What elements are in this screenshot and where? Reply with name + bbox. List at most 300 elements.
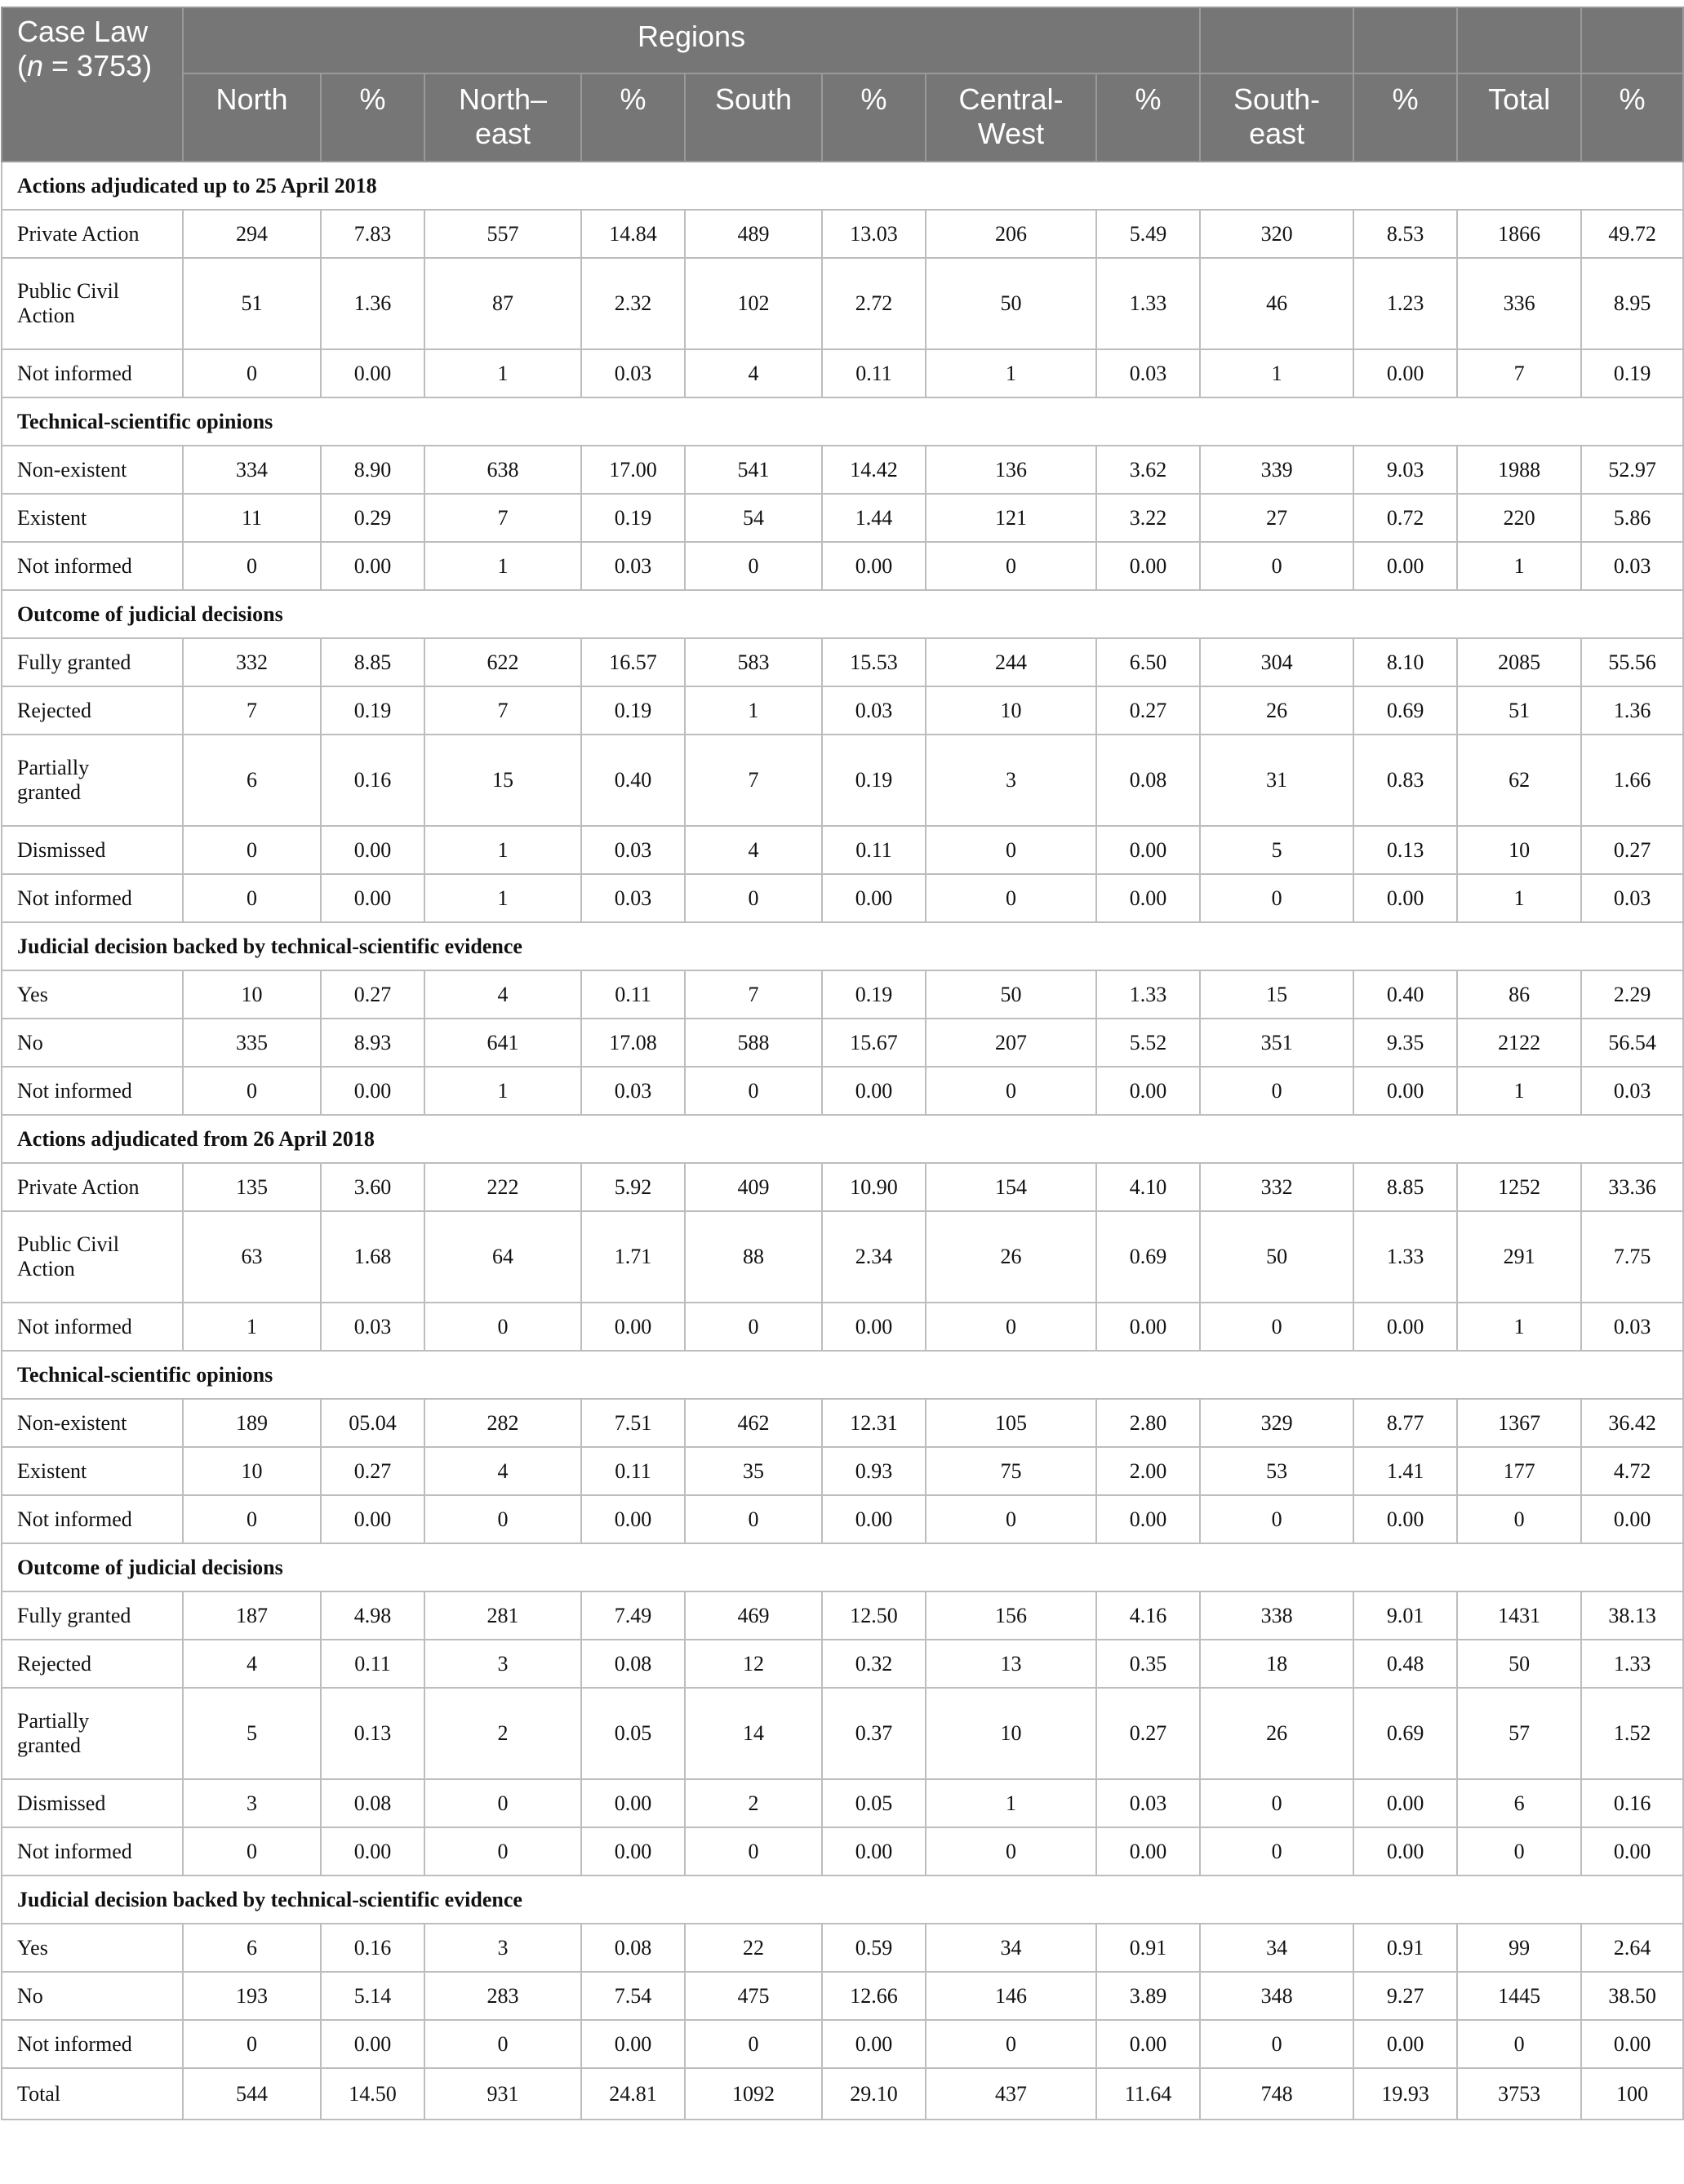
- column-header: %: [822, 73, 926, 162]
- table-row: [2, 1399, 1683, 1447]
- table-row: [2, 1303, 1683, 1351]
- table-cell: 332: [183, 638, 321, 686]
- table-cell: 29.10: [822, 2068, 926, 2120]
- section-header-row: [2, 1543, 1683, 1591]
- table-cell: 0: [1200, 1827, 1353, 1875]
- table-cell: 544: [183, 2068, 321, 2120]
- section-header-row: [2, 397, 1683, 446]
- table-cell: 1.33: [1096, 258, 1200, 349]
- row-label: Existent: [2, 494, 183, 542]
- section-title: Judicial decision backed by technical-scientific evidence: [2, 1875, 1683, 1924]
- table-cell: 38.13: [1581, 1591, 1683, 1640]
- table-cell: 0.08: [581, 1924, 685, 1972]
- table-cell: 0.00: [321, 874, 424, 922]
- table-cell: 7: [424, 494, 581, 542]
- table-cell: 748: [1200, 2068, 1353, 2120]
- table-cell: 0.27: [321, 970, 424, 1019]
- table-cell: 0.72: [1353, 494, 1457, 542]
- table-cell: 7: [685, 970, 822, 1019]
- table-cell: 0: [424, 1303, 581, 1351]
- table-cell: 207: [926, 1019, 1096, 1067]
- table-cell: 51: [1457, 686, 1581, 735]
- row-label: Rejected: [2, 1640, 183, 1688]
- row-label: Partially granted: [2, 735, 183, 826]
- table-cell: 931: [424, 2068, 581, 2120]
- section-title: Technical-scientific opinions: [2, 1351, 1683, 1399]
- table-cell: 339: [1200, 446, 1353, 494]
- table-cell: 8.90: [321, 446, 424, 494]
- table-cell: 36.42: [1581, 1399, 1683, 1447]
- table-cell: 0: [685, 1067, 822, 1115]
- table-cell: 0.13: [321, 1688, 424, 1779]
- table-cell: 244: [926, 638, 1096, 686]
- table-cell: 6: [1457, 1779, 1581, 1827]
- table-cell: 10: [1457, 826, 1581, 874]
- column-header: South- east: [1200, 73, 1353, 162]
- table-cell: 0.48: [1353, 1640, 1457, 1688]
- table-cell: 0.00: [1096, 1303, 1200, 1351]
- table-cell: 4.72: [1581, 1447, 1683, 1495]
- table-cell: 0.08: [581, 1640, 685, 1688]
- table-cell: 0.59: [822, 1924, 926, 1972]
- table-cell: 15.53: [822, 638, 926, 686]
- table-cell: 1.33: [1353, 1211, 1457, 1303]
- table-cell: 0.00: [321, 1827, 424, 1875]
- table-cell: 0.03: [1581, 542, 1683, 590]
- table-cell: 35: [685, 1447, 822, 1495]
- table-cell: 335: [183, 1019, 321, 1067]
- table-row: [2, 970, 1683, 1019]
- corner-title: Case Law: [17, 15, 149, 48]
- table-cell: 0.03: [581, 874, 685, 922]
- table-cell: 9.27: [1353, 1972, 1457, 2020]
- table-cell: 12.31: [822, 1399, 926, 1447]
- table-cell: 0: [926, 826, 1096, 874]
- table-cell: 9.01: [1353, 1591, 1457, 1640]
- row-label: Rejected: [2, 686, 183, 735]
- table-cell: 0.27: [1581, 826, 1683, 874]
- table-cell: 177: [1457, 1447, 1581, 1495]
- table-cell: 1431: [1457, 1591, 1581, 1640]
- table-cell: 320: [1200, 210, 1353, 258]
- table-cell: 3753: [1457, 2068, 1581, 2120]
- table-cell: 0.00: [822, 1067, 926, 1115]
- table-cell: 1: [424, 874, 581, 922]
- table-cell: 10: [926, 1688, 1096, 1779]
- table-cell: 9.35: [1353, 1019, 1457, 1067]
- table-row: [2, 1591, 1683, 1640]
- table-cell: 0.16: [321, 735, 424, 826]
- table-cell: 1: [1457, 542, 1581, 590]
- table-cell: 54: [685, 494, 822, 542]
- table-cell: 0.08: [1096, 735, 1200, 826]
- table-cell: 0: [183, 349, 321, 397]
- table-cell: 0: [685, 874, 822, 922]
- table-cell: 0: [1200, 1067, 1353, 1115]
- table-cell: 26: [1200, 686, 1353, 735]
- table-cell: 0.16: [321, 1924, 424, 1972]
- table-cell: 6: [183, 1924, 321, 1972]
- section-header-row: [2, 1115, 1683, 1163]
- table-cell: 0.00: [1353, 1067, 1457, 1115]
- section-title: Actions adjudicated up to 25 April 2018: [2, 162, 1683, 210]
- table-row: [2, 210, 1683, 258]
- table-cell: 0.00: [581, 1779, 685, 1827]
- row-label: Private Action: [2, 210, 183, 258]
- row-label: No: [2, 1019, 183, 1067]
- table-row: [2, 1827, 1683, 1875]
- table-cell: 0.08: [321, 1779, 424, 1827]
- table-cell: 3: [424, 1924, 581, 1972]
- table-cell: 15: [1200, 970, 1353, 1019]
- table-cell: 11.64: [1096, 2068, 1200, 2120]
- table-cell: 0: [1200, 874, 1353, 922]
- table-cell: 26: [926, 1211, 1096, 1303]
- table-cell: 0: [1200, 1303, 1353, 1351]
- table-cell: 7.51: [581, 1399, 685, 1447]
- table-cell: 0: [1200, 1495, 1353, 1543]
- table-cell: 12: [685, 1640, 822, 1688]
- table-cell: 489: [685, 210, 822, 258]
- section-title: Outcome of judicial decisions: [2, 590, 1683, 638]
- table-cell: 19.93: [1353, 2068, 1457, 2120]
- table-cell: 0: [1200, 2020, 1353, 2068]
- column-header: North– east: [424, 73, 581, 162]
- row-label: Not informed: [2, 1303, 183, 1351]
- table-cell: 557: [424, 210, 581, 258]
- table-cell: 0.29: [321, 494, 424, 542]
- table-cell: 2122: [1457, 1019, 1581, 1067]
- table-cell: 31: [1200, 735, 1353, 826]
- row-label: Total: [2, 2068, 183, 2120]
- column-header: North: [183, 73, 321, 162]
- table-cell: 638: [424, 446, 581, 494]
- table-row: [2, 826, 1683, 874]
- table-cell: 50: [926, 970, 1096, 1019]
- table-cell: 622: [424, 638, 581, 686]
- table-cell: 8.93: [321, 1019, 424, 1067]
- corner-n-variable: n: [27, 49, 44, 82]
- table-cell: 3.89: [1096, 1972, 1200, 2020]
- row-label: Fully granted: [2, 1591, 183, 1640]
- table-cell: 220: [1457, 494, 1581, 542]
- table-cell: 63: [183, 1211, 321, 1303]
- table-cell: 56.54: [1581, 1019, 1683, 1067]
- table-cell: 0.19: [581, 686, 685, 735]
- table-cell: 2.72: [822, 258, 926, 349]
- table-cell: 0: [685, 1303, 822, 1351]
- table-cell: 1: [1200, 349, 1353, 397]
- table-cell: 50: [926, 258, 1096, 349]
- table-cell: 1.36: [321, 258, 424, 349]
- row-label: Public Civil Action: [2, 1211, 183, 1303]
- table-cell: 189: [183, 1399, 321, 1447]
- table-cell: 0.27: [1096, 1688, 1200, 1779]
- table-cell: 34: [1200, 1924, 1353, 1972]
- section-title: Actions adjudicated from 26 April 2018: [2, 1115, 1683, 1163]
- table-cell: 12.66: [822, 1972, 926, 2020]
- table-cell: 0.69: [1353, 686, 1457, 735]
- table-cell: 0.03: [321, 1303, 424, 1351]
- row-label: Not informed: [2, 874, 183, 922]
- table-row: [2, 735, 1683, 826]
- table-cell: 1.44: [822, 494, 926, 542]
- table-row: [2, 1495, 1683, 1543]
- table-cell: 0.03: [1581, 1067, 1683, 1115]
- table-cell: 7: [1457, 349, 1581, 397]
- column-header: %: [1353, 73, 1457, 162]
- row-label: Not informed: [2, 1827, 183, 1875]
- table-cell: 0.05: [581, 1688, 685, 1779]
- column-header: %: [321, 73, 424, 162]
- column-header: Total: [1457, 73, 1581, 162]
- table-cell: 348: [1200, 1972, 1353, 2020]
- table-cell: 12.50: [822, 1591, 926, 1640]
- table-cell: 0.00: [1096, 542, 1200, 590]
- table-cell: 1.71: [581, 1211, 685, 1303]
- table-cell: 17.00: [581, 446, 685, 494]
- header-spacer: [1200, 7, 1353, 73]
- table-cell: 0.00: [581, 2020, 685, 2068]
- row-label: Non-existent: [2, 446, 183, 494]
- header-spacer: [1457, 7, 1581, 73]
- table-cell: 1.41: [1353, 1447, 1457, 1495]
- table-cell: 0.27: [321, 1447, 424, 1495]
- table-row: [2, 1019, 1683, 1067]
- table-cell: 0.83: [1353, 735, 1457, 826]
- table-cell: 336: [1457, 258, 1581, 349]
- table-cell: 50: [1200, 1211, 1353, 1303]
- table-cell: 0: [183, 1827, 321, 1875]
- table-cell: 33.36: [1581, 1163, 1683, 1211]
- table-cell: 51: [183, 258, 321, 349]
- table-cell: 38.50: [1581, 1972, 1683, 2020]
- table-cell: 437: [926, 2068, 1096, 2120]
- table-cell: 8.85: [321, 638, 424, 686]
- table-cell: 1.36: [1581, 686, 1683, 735]
- row-label: Partially granted: [2, 1688, 183, 1779]
- table-cell: 10: [183, 1447, 321, 1495]
- table-cell: 2: [685, 1779, 822, 1827]
- table-cell: 0.00: [1353, 542, 1457, 590]
- table-cell: 0.00: [321, 1495, 424, 1543]
- table-cell: 52.97: [1581, 446, 1683, 494]
- corner-n-value: = 3753): [43, 49, 153, 82]
- table-cell: 55.56: [1581, 638, 1683, 686]
- section-title: Outcome of judicial decisions: [2, 1543, 1683, 1591]
- row-label: Dismissed: [2, 1779, 183, 1827]
- table-row: [2, 1779, 1683, 1827]
- table-cell: 462: [685, 1399, 822, 1447]
- section-header-row: [2, 1875, 1683, 1924]
- table-cell: 16.57: [581, 638, 685, 686]
- table-cell: 7.54: [581, 1972, 685, 2020]
- table-cell: 0.00: [1581, 1827, 1683, 1875]
- table-cell: 26: [1200, 1688, 1353, 1779]
- table-cell: 10: [183, 970, 321, 1019]
- row-label: Not informed: [2, 1067, 183, 1115]
- row-label: Private Action: [2, 1163, 183, 1211]
- table-cell: 475: [685, 1972, 822, 2020]
- table-cell: 3.62: [1096, 446, 1200, 494]
- table-cell: 5.86: [1581, 494, 1683, 542]
- table-cell: 99: [1457, 1924, 1581, 1972]
- table-cell: 0.00: [321, 349, 424, 397]
- table-cell: 0.16: [1581, 1779, 1683, 1827]
- table-cell: 4: [685, 349, 822, 397]
- table-cell: 0.00: [1353, 2020, 1457, 2068]
- table-cell: 5.52: [1096, 1019, 1200, 1067]
- table-cell: 88: [685, 1211, 822, 1303]
- table-cell: 1445: [1457, 1972, 1581, 2020]
- table-cell: 334: [183, 446, 321, 494]
- table-row: [2, 1972, 1683, 2020]
- table-cell: 0.40: [581, 735, 685, 826]
- table-cell: 4: [424, 970, 581, 1019]
- table-cell: 2085: [1457, 638, 1581, 686]
- table-cell: 7.75: [1581, 1211, 1683, 1303]
- table-cell: 0.93: [822, 1447, 926, 1495]
- table-cell: 0: [183, 542, 321, 590]
- table-cell: 0.00: [1353, 1827, 1457, 1875]
- table-cell: 1: [424, 349, 581, 397]
- table-cell: 10: [926, 686, 1096, 735]
- table-cell: 0.19: [822, 735, 926, 826]
- table-cell: 5.92: [581, 1163, 685, 1211]
- table-cell: 1367: [1457, 1399, 1581, 1447]
- table-cell: 15.67: [822, 1019, 926, 1067]
- table-cell: 332: [1200, 1163, 1353, 1211]
- table-cell: 0: [1200, 542, 1353, 590]
- row-label: Fully granted: [2, 638, 183, 686]
- table-cell: 0.00: [321, 826, 424, 874]
- table-row: [2, 258, 1683, 349]
- table-cell: 14.50: [321, 2068, 424, 2120]
- table-cell: 0: [1457, 1827, 1581, 1875]
- table-cell: 0.00: [1096, 2020, 1200, 2068]
- row-label: Yes: [2, 970, 183, 1019]
- table-cell: 0.40: [1353, 970, 1457, 1019]
- table-cell: 338: [1200, 1591, 1353, 1640]
- table-cell: 0.03: [581, 1067, 685, 1115]
- table-cell: 0.03: [1096, 1779, 1200, 1827]
- table-cell: 469: [685, 1591, 822, 1640]
- table-cell: 4: [183, 1640, 321, 1688]
- section-header-row: [2, 162, 1683, 210]
- row-label: Not informed: [2, 542, 183, 590]
- table-cell: 0.00: [321, 2020, 424, 2068]
- table-cell: 22: [685, 1924, 822, 1972]
- table-cell: 34: [926, 1924, 1096, 1972]
- table-cell: 7.83: [321, 210, 424, 258]
- table-cell: 1.68: [321, 1211, 424, 1303]
- table-cell: 222: [424, 1163, 581, 1211]
- row-label: Non-existent: [2, 1399, 183, 1447]
- table-cell: 57: [1457, 1688, 1581, 1779]
- table-cell: 14.84: [581, 210, 685, 258]
- table-row: [2, 349, 1683, 397]
- table-cell: 304: [1200, 638, 1353, 686]
- table-cell: 0.35: [1096, 1640, 1200, 1688]
- table-cell: 0: [926, 874, 1096, 922]
- table-cell: 135: [183, 1163, 321, 1211]
- header-spacer: [1581, 7, 1683, 73]
- table-row: [2, 1163, 1683, 1211]
- table-row: [2, 686, 1683, 735]
- table-cell: 53: [1200, 1447, 1353, 1495]
- table-cell: 0.00: [1096, 826, 1200, 874]
- table-cell: 105: [926, 1399, 1096, 1447]
- table-cell: 0.11: [822, 826, 926, 874]
- table-cell: 1092: [685, 2068, 822, 2120]
- table-cell: 0.00: [1353, 1779, 1457, 1827]
- row-label: Not informed: [2, 1495, 183, 1543]
- table-cell: 0.19: [321, 686, 424, 735]
- table-cell: 0.27: [1096, 686, 1200, 735]
- table-cell: 0: [926, 1303, 1096, 1351]
- table-cell: 0.00: [822, 1303, 926, 1351]
- table-cell: 2.80: [1096, 1399, 1200, 1447]
- table-cell: 0: [424, 1827, 581, 1875]
- table-cell: 86: [1457, 970, 1581, 1019]
- table-cell: 100: [1581, 2068, 1683, 2120]
- table-cell: 156: [926, 1591, 1096, 1640]
- row-label: Yes: [2, 1924, 183, 1972]
- table-cell: 1: [1457, 1067, 1581, 1115]
- table-cell: 1: [1457, 874, 1581, 922]
- table-cell: 0.00: [1353, 874, 1457, 922]
- table-cell: 0.11: [822, 349, 926, 397]
- row-label: Not informed: [2, 2020, 183, 2068]
- table-cell: 283: [424, 1972, 581, 2020]
- corner-header: Case Law (n = 3753): [2, 7, 183, 162]
- table-cell: 4: [685, 826, 822, 874]
- table-cell: 588: [685, 1019, 822, 1067]
- table-cell: 11: [183, 494, 321, 542]
- table-cell: 1: [424, 826, 581, 874]
- table-cell: 329: [1200, 1399, 1353, 1447]
- table-row: [2, 1688, 1683, 1779]
- table-cell: 1: [183, 1303, 321, 1351]
- table-cell: 0: [685, 1495, 822, 1543]
- table-cell: 0.00: [1096, 1495, 1200, 1543]
- table-cell: 0: [926, 1827, 1096, 1875]
- table-cell: 0: [926, 2020, 1096, 2068]
- table-cell: 4.10: [1096, 1163, 1200, 1211]
- table-cell: 1.66: [1581, 735, 1683, 826]
- table-cell: 0.00: [581, 1495, 685, 1543]
- table-cell: 64: [424, 1211, 581, 1303]
- table-cell: 0.00: [1096, 1827, 1200, 1875]
- table-cell: 351: [1200, 1019, 1353, 1067]
- table-cell: 0.00: [1096, 874, 1200, 922]
- table-cell: 1: [424, 1067, 581, 1115]
- table-cell: 0.03: [581, 826, 685, 874]
- table-cell: 187: [183, 1591, 321, 1640]
- column-header: Central- West: [926, 73, 1096, 162]
- row-label: No: [2, 1972, 183, 2020]
- table-cell: 1866: [1457, 210, 1581, 258]
- table-cell: 0: [424, 1779, 581, 1827]
- table-row: [2, 446, 1683, 494]
- table-cell: 0.00: [1581, 1495, 1683, 1543]
- table-cell: 0: [685, 1827, 822, 1875]
- table-cell: 0.03: [822, 686, 926, 735]
- table-cell: 1.52: [1581, 1688, 1683, 1779]
- section-header-row: [2, 590, 1683, 638]
- table-cell: 8.10: [1353, 638, 1457, 686]
- table-cell: 2.00: [1096, 1447, 1200, 1495]
